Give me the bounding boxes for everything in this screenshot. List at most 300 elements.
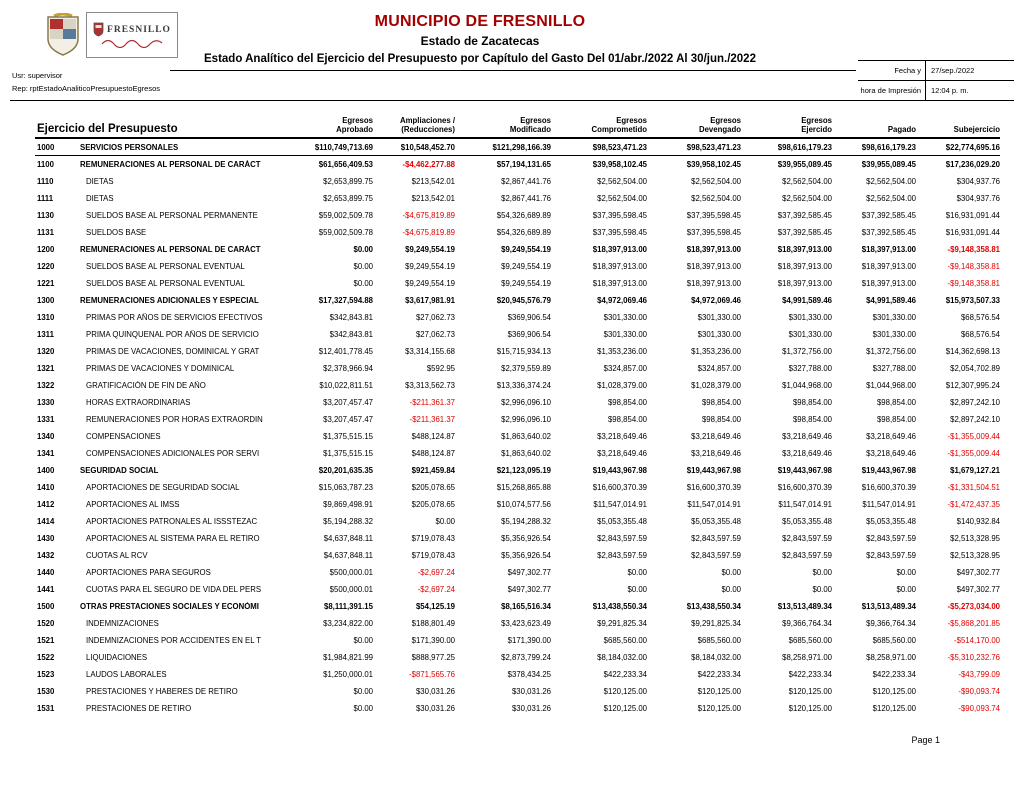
cell-pagado: $1,044,968.00 — [866, 381, 916, 390]
cell-devengado: $324,857.00 — [697, 364, 741, 373]
cell-pagado: $3,218,649.46 — [866, 432, 916, 441]
cell-modificado: $9,249,554.19 — [501, 262, 551, 271]
cell-comprometido: $5,053,355.48 — [597, 517, 647, 526]
table-row — [35, 207, 1000, 224]
cell-aprobado: $2,378,966.94 — [323, 364, 373, 373]
cell-subejercicio: -$9,148,358.81 — [947, 279, 1000, 288]
state-title: Estado de Zacatecas — [420, 34, 540, 48]
cell-ampliaciones: $9,249,554.19 — [405, 245, 455, 254]
print-datetime-box — [858, 60, 1014, 100]
cell-modificado: $2,867,441.76 — [501, 177, 551, 186]
cell-ampliaciones: $27,062.73 — [415, 330, 455, 339]
cell-modificado: $1,863,640.02 — [501, 449, 551, 458]
cell-ampliaciones: $921,459.84 — [411, 466, 455, 475]
cell-pagado: $327,788.00 — [872, 364, 916, 373]
row-code: 1320 — [37, 347, 55, 356]
cell-pagado: $0.00 — [896, 585, 916, 594]
cell-aprobado: $1,250,000.01 — [323, 670, 373, 679]
cell-pagado: $2,843,597.59 — [866, 551, 916, 560]
cell-devengado: $18,397,913.00 — [686, 262, 741, 271]
row-name: INDEMNIZACIONES — [86, 619, 159, 628]
row-name: APORTACIONES AL SISTEMA PARA EL RETIRO — [86, 534, 260, 543]
table-row — [35, 241, 1000, 258]
cell-devengado: $2,843,597.59 — [691, 534, 741, 543]
table-row — [35, 275, 1000, 292]
cell-pagado: $37,392,585.45 — [861, 211, 916, 220]
budget-table — [35, 101, 1000, 717]
row-code: 1310 — [37, 313, 55, 322]
cell-comprometido: $19,443,967.98 — [592, 466, 647, 475]
cell-devengado: $18,397,913.00 — [686, 279, 741, 288]
cell-ampliaciones: $719,078.43 — [411, 551, 455, 560]
cell-comprometido: $2,562,504.00 — [597, 177, 647, 186]
row-code: 1522 — [37, 653, 55, 662]
cell-ejercido: $13,513,489.34 — [777, 602, 832, 611]
cell-aprobado: $342,843.81 — [329, 330, 373, 339]
cell-ampliaciones: $188,801.49 — [411, 619, 455, 628]
table-row — [35, 428, 1000, 445]
cell-ampliaciones: $205,078.65 — [411, 500, 455, 509]
cell-comprometido: $98,854.00 — [607, 398, 647, 407]
cell-pagado: $301,330.00 — [872, 313, 916, 322]
cell-devengado: $1,028,379.00 — [691, 381, 741, 390]
row-name: COMPENSACIONES ADICIONALES POR SERVI — [86, 449, 260, 458]
row-code: 1400 — [37, 466, 55, 475]
table-body — [35, 139, 1000, 717]
cell-ejercido: $120,125.00 — [788, 704, 832, 713]
cell-aprobado: $20,201,635.35 — [318, 466, 373, 475]
cell-comprometido: $1,028,379.00 — [597, 381, 647, 390]
cell-devengado: $39,958,102.45 — [686, 160, 741, 169]
column-header-ampliaciones — [373, 116, 455, 135]
row-code: 1331 — [37, 415, 55, 424]
column-header-text: Ejercido — [801, 125, 832, 135]
cell-modificado: $171,390.00 — [507, 636, 551, 645]
cell-subejercicio: -$1,331,504.51 — [947, 483, 1000, 492]
cell-pagado: $8,258,971.00 — [866, 653, 916, 662]
row-name: PRIMAS POR AÑOS DE SERVICIOS EFECTIVOS — [86, 313, 263, 322]
cell-comprometido: $37,395,598.45 — [592, 211, 647, 220]
column-header-comprometido — [551, 116, 647, 135]
row-name: REMUNERACIONES ADICIONALES Y ESPECIAL — [80, 296, 259, 305]
cell-aprobado: $1,375,515.15 — [323, 449, 373, 458]
table-row — [35, 190, 1000, 207]
table-row — [35, 224, 1000, 241]
cell-ampliaciones: $213,542.01 — [411, 194, 455, 203]
column-header-text: Egresos — [710, 115, 741, 125]
column-header-text: Ampliaciones / — [399, 115, 455, 125]
column-header-devengado — [647, 116, 741, 135]
row-name: GRATIFICACIÓN DE FIN DE AÑO — [86, 381, 206, 390]
cell-subejercicio: -$1,355,009.44 — [947, 432, 1000, 441]
cell-ampliaciones: $592.95 — [426, 364, 455, 373]
cell-devengado: $8,184,032.00 — [691, 653, 741, 662]
cell-devengado: $1,353,236.00 — [691, 347, 741, 356]
cell-pagado: $4,991,589.46 — [866, 296, 916, 305]
table-row — [35, 496, 1000, 513]
row-code: 1131 — [37, 228, 54, 237]
title-block — [0, 13, 960, 65]
row-code: 1432 — [37, 551, 55, 560]
cell-modificado: $13,336,374.24 — [496, 381, 551, 390]
cell-aprobado: $3,207,457.47 — [323, 398, 373, 407]
cell-devengado: $18,397,913.00 — [686, 245, 741, 254]
cell-aprobado: $9,869,498.91 — [323, 500, 373, 509]
cell-modificado: $497,302.77 — [507, 585, 551, 594]
cell-aprobado: $12,401,778.45 — [318, 347, 373, 356]
cell-subejercicio: $68,576.54 — [960, 313, 1000, 322]
cell-ejercido: $18,397,913.00 — [777, 262, 832, 271]
column-header-subejercicio — [916, 125, 1000, 135]
column-header-text: Modificado — [509, 125, 551, 135]
cell-modificado: $5,356,926.54 — [501, 534, 551, 543]
time-label: hora de Impresión — [858, 81, 926, 100]
cell-modificado: $497,302.77 — [507, 568, 551, 577]
cell-subejercicio: $304,937.76 — [956, 177, 1000, 186]
row-name: PRESTACIONES Y HABERES DE RETIRO — [86, 687, 238, 696]
cell-ampliaciones: -$4,675,819.89 — [402, 211, 455, 220]
row-name: APORTACIONES PATRONALES AL ISSSTEZAC — [86, 517, 258, 526]
table-row — [35, 598, 1000, 615]
cell-ampliaciones: -$2,697.24 — [417, 568, 455, 577]
cell-comprometido: $18,397,913.00 — [592, 279, 647, 288]
row-code: 1521 — [37, 636, 55, 645]
cell-comprometido: $422,233.34 — [603, 670, 647, 679]
cell-devengado: $98,854.00 — [701, 415, 741, 424]
row-name: APORTACIONES PARA SEGUROS — [86, 568, 211, 577]
table-row — [35, 156, 1000, 173]
date-label: Fecha y — [858, 61, 926, 80]
cell-modificado: $54,326,689.89 — [496, 228, 551, 237]
cell-modificado: $8,165,516.34 — [501, 602, 551, 611]
cell-pagado: $16,600,370.39 — [861, 483, 916, 492]
cell-devengado: $37,395,598.45 — [686, 211, 741, 220]
table-row — [35, 462, 1000, 479]
cell-subejercicio: $16,931,091.44 — [945, 228, 1000, 237]
cell-subejercicio: $68,576.54 — [960, 330, 1000, 339]
cell-modificado: $15,268,865.88 — [496, 483, 551, 492]
table-row — [35, 173, 1000, 190]
cell-ampliaciones: -$211,361.37 — [409, 415, 455, 424]
cell-pagado: $422,233.34 — [872, 670, 916, 679]
cell-ejercido: $1,044,968.00 — [782, 381, 832, 390]
cell-ampliaciones: -$4,462,277.88 — [402, 160, 455, 169]
table-row — [35, 139, 1000, 156]
cell-comprometido: $98,854.00 — [607, 415, 647, 424]
cell-subejercicio: $2,513,328.95 — [950, 551, 1000, 560]
cell-ampliaciones: $488,124.87 — [411, 432, 455, 441]
cell-modificado: $369,906.54 — [507, 313, 551, 322]
cell-ejercido: $8,258,971.00 — [782, 653, 832, 662]
cell-ampliaciones: -$871,565.76 — [409, 670, 455, 679]
cell-aprobado: $15,063,787.23 — [318, 483, 373, 492]
cell-pagado: $18,397,913.00 — [861, 279, 916, 288]
cell-ampliaciones: $3,313,562.73 — [405, 381, 455, 390]
cell-subejercicio: $22,774,695.16 — [945, 142, 1000, 152]
row-code: 1220 — [37, 262, 55, 271]
cell-devengado: $13,438,550.34 — [686, 602, 741, 611]
row-name: DIETAS — [86, 194, 114, 203]
cell-devengado: $685,560.00 — [697, 636, 741, 645]
cell-comprometido: $98,523,471.23 — [592, 142, 647, 152]
row-name: REMUNERACIONES POR HORAS EXTRAORDIN — [86, 415, 263, 424]
cell-ampliaciones: $171,390.00 — [411, 636, 455, 645]
row-name: INDEMNIZACIONES POR ACCIDENTES EN EL T — [86, 636, 262, 645]
cell-devengado: $2,843,597.59 — [691, 551, 741, 560]
cell-subejercicio: $2,054,702.89 — [950, 364, 1000, 373]
cell-ejercido: $18,397,913.00 — [777, 245, 832, 254]
cell-pagado: $98,854.00 — [876, 415, 916, 424]
cell-aprobado: $4,637,848.11 — [323, 551, 373, 560]
cell-aprobado: $0.00 — [353, 279, 373, 288]
cell-devengado: $2,562,504.00 — [691, 177, 741, 186]
row-code: 1221 — [37, 279, 55, 288]
cell-ejercido: $422,233.34 — [788, 670, 832, 679]
cell-pagado: $2,562,504.00 — [866, 194, 916, 203]
cell-comprometido: $2,843,597.59 — [597, 534, 647, 543]
cell-modificado: $2,867,441.76 — [501, 194, 551, 203]
cell-subejercicio: $2,897,242.10 — [950, 398, 1000, 407]
table-row — [35, 360, 1000, 377]
cell-ejercido: $37,392,585.45 — [777, 211, 832, 220]
cell-devengado: $37,395,598.45 — [686, 228, 741, 237]
cell-modificado: $5,356,926.54 — [501, 551, 551, 560]
table-section-label: Ejercicio del Presupuesto — [37, 123, 178, 135]
cell-subejercicio: -$9,148,358.81 — [947, 245, 1000, 254]
cell-pagado: $2,562,504.00 — [866, 177, 916, 186]
cell-subejercicio: $304,937.76 — [956, 194, 1000, 203]
table-row — [35, 513, 1000, 530]
row-code: 1500 — [37, 602, 55, 611]
cell-aprobado: $500,000.01 — [329, 585, 373, 594]
column-header-pagado — [832, 125, 916, 135]
cell-devengado: $301,330.00 — [697, 330, 741, 339]
cell-subejercicio: -$514,170.00 — [954, 636, 1000, 645]
title-divider — [170, 70, 856, 71]
table-row — [35, 615, 1000, 632]
column-header-text: Egresos — [616, 115, 647, 125]
cell-ampliaciones: -$2,697.24 — [417, 585, 455, 594]
cell-ampliaciones: $30,031.26 — [415, 704, 455, 713]
cell-subejercicio: $17,236,029.20 — [945, 160, 1000, 169]
cell-pagado: $1,372,756.00 — [866, 347, 916, 356]
cell-comprometido: $3,218,649.46 — [597, 432, 647, 441]
column-header-modificado — [455, 116, 551, 135]
table-row — [35, 683, 1000, 700]
row-name: SUELDOS BASE — [86, 228, 147, 237]
cell-ejercido: $11,547,014.91 — [778, 500, 832, 509]
row-code: 1111 — [37, 194, 54, 203]
page-number: Page 1 — [911, 735, 940, 745]
column-header-text: Egresos — [520, 115, 551, 125]
cell-aprobado: $10,022,811.51 — [319, 381, 373, 390]
cell-aprobado: $1,984,821.99 — [323, 653, 373, 662]
row-code: 1322 — [37, 381, 55, 390]
column-header-text: Aprobado — [336, 125, 373, 135]
cell-comprometido: $685,560.00 — [603, 636, 647, 645]
cell-comprometido: $39,958,102.45 — [592, 160, 647, 169]
cell-modificado: $15,715,934.13 — [496, 347, 551, 356]
table-row — [35, 581, 1000, 598]
cell-pagado: $301,330.00 — [872, 330, 916, 339]
cell-comprometido: $18,397,913.00 — [592, 245, 647, 254]
cell-ejercido: $301,330.00 — [788, 330, 832, 339]
table-row — [35, 649, 1000, 666]
cell-aprobado: $0.00 — [353, 687, 373, 696]
row-name: SUELDOS BASE AL PERSONAL PERMANENTE — [86, 211, 258, 220]
cell-modificado: $2,873,799.24 — [501, 653, 551, 662]
cell-aprobado: $2,653,899.75 — [323, 194, 373, 203]
row-code: 1200 — [37, 245, 55, 254]
report-title: Estado Analítico del Ejercicio del Presupuesto por Capítulo del Gasto Del 01/abr./2022 Al 30/jun./2022 — [204, 53, 756, 65]
cell-comprometido: $301,330.00 — [603, 330, 647, 339]
cell-aprobado: $0.00 — [353, 636, 373, 645]
cell-devengado: $5,053,355.48 — [691, 517, 741, 526]
cell-aprobado: $3,234,822.00 — [323, 619, 373, 628]
cell-aprobado: $0.00 — [353, 245, 373, 254]
cell-subejercicio: $12,307,995.24 — [945, 381, 1000, 390]
cell-devengado: $98,854.00 — [701, 398, 741, 407]
row-name: REMUNERACIONES AL PERSONAL DE CARÁCT — [80, 160, 261, 169]
cell-pagado: $9,366,764.34 — [866, 619, 916, 628]
cell-pagado: $98,854.00 — [876, 398, 916, 407]
cell-subejercicio: -$90,093.74 — [958, 704, 1000, 713]
row-name: APORTACIONES AL IMSS — [86, 500, 180, 509]
row-name: PRIMAS DE VACACIONES Y DOMINICAL — [86, 364, 235, 373]
cell-modificado: $57,194,131.65 — [496, 160, 551, 169]
cell-aprobado: $3,207,457.47 — [323, 415, 373, 424]
cell-ampliaciones: $3,314,155.68 — [405, 347, 455, 356]
cell-devengado: $120,125.00 — [697, 687, 741, 696]
cell-comprometido: $1,353,236.00 — [597, 347, 647, 356]
table-row — [35, 530, 1000, 547]
cell-pagado: $0.00 — [896, 568, 916, 577]
cell-aprobado: $0.00 — [353, 704, 373, 713]
cell-aprobado: $2,653,899.75 — [323, 177, 373, 186]
cell-modificado: $1,863,640.02 — [501, 432, 551, 441]
table-row — [35, 309, 1000, 326]
row-code: 1300 — [37, 296, 55, 305]
cell-subejercicio: -$9,148,358.81 — [947, 262, 1000, 271]
row-name: HORAS EXTRAORDINARIAS — [86, 398, 191, 407]
cell-ejercido: $37,392,585.45 — [777, 228, 832, 237]
cell-comprometido: $324,857.00 — [603, 364, 647, 373]
cell-pagado: $18,397,913.00 — [861, 262, 916, 271]
cell-modificado: $9,249,554.19 — [501, 279, 551, 288]
cell-comprometido: $18,397,913.00 — [592, 262, 647, 271]
table-row — [35, 258, 1000, 275]
table-row — [35, 377, 1000, 394]
row-code: 1520 — [37, 619, 55, 628]
cell-devengado: $0.00 — [721, 585, 741, 594]
table-row — [35, 547, 1000, 564]
row-name: SUELDOS BASE AL PERSONAL EVENTUAL — [86, 279, 245, 288]
table-row — [35, 632, 1000, 649]
cell-subejercicio: $15,973,507.33 — [945, 296, 1000, 305]
cell-subejercicio: $140,932.84 — [956, 517, 1000, 526]
column-header-text: Devengado — [698, 125, 741, 135]
row-code: 1100 — [37, 160, 54, 169]
cell-devengado: $4,972,069.46 — [691, 296, 741, 305]
table-header — [35, 101, 1000, 139]
column-header-text: Pagado — [887, 125, 916, 135]
date-value: 27/sep./2022 — [931, 66, 975, 75]
row-code: 1530 — [37, 687, 55, 696]
cell-ejercido: $327,788.00 — [788, 364, 832, 373]
cell-subejercicio: -$5,868,201.85 — [947, 619, 1000, 628]
cell-comprometido: $3,218,649.46 — [597, 449, 647, 458]
cell-ejercido: $120,125.00 — [788, 687, 832, 696]
fresnillo-logo-text: FRESNILLO — [107, 24, 171, 35]
cell-aprobado: $61,656,409.53 — [318, 160, 373, 169]
cell-devengado: $16,600,370.39 — [686, 483, 741, 492]
cell-modificado: $3,423,623.49 — [501, 619, 551, 628]
cell-ejercido: $3,218,649.46 — [782, 449, 832, 458]
cell-ejercido: $0.00 — [812, 585, 832, 594]
cell-ampliaciones: -$211,361.37 — [409, 398, 455, 407]
cell-pagado: $13,513,489.34 — [861, 602, 916, 611]
cell-ejercido: $9,366,764.34 — [782, 619, 832, 628]
cell-ejercido: $39,955,089.45 — [777, 160, 832, 169]
cell-modificado: $20,945,576.79 — [496, 296, 551, 305]
table-row — [35, 292, 1000, 309]
cell-modificado: $369,906.54 — [507, 330, 551, 339]
cell-modificado: $21,123,095.19 — [496, 466, 551, 475]
cell-aprobado: $59,002,509.78 — [318, 228, 373, 237]
cell-aprobado: $5,194,288.32 — [323, 517, 373, 526]
cell-comprometido: $2,843,597.59 — [597, 551, 647, 560]
cell-pagado: $19,443,967.98 — [861, 466, 916, 475]
cell-ejercido: $2,562,504.00 — [782, 194, 832, 203]
table-row — [35, 479, 1000, 496]
cell-devengado: $301,330.00 — [697, 313, 741, 322]
cell-subejercicio: $497,302.77 — [956, 585, 1000, 594]
cell-comprometido: $13,438,550.34 — [592, 602, 647, 611]
cell-ejercido: $0.00 — [812, 568, 832, 577]
row-code: 1412 — [37, 500, 55, 509]
row-code: 1523 — [37, 670, 55, 679]
cell-aprobado: $0.00 — [353, 262, 373, 271]
row-code: 1441 — [37, 585, 55, 594]
row-name: CUOTAS PARA EL SEGURO DE VIDA DEL PERS — [86, 585, 262, 594]
row-name: SEGURIDAD SOCIAL — [80, 466, 159, 475]
cell-subejercicio: $1,679,127.21 — [950, 466, 1000, 475]
cell-ampliaciones: $30,031.26 — [415, 687, 455, 696]
cell-pagado: $685,560.00 — [872, 636, 916, 645]
cell-devengado: $120,125.00 — [697, 704, 741, 713]
cell-ejercido: $98,854.00 — [792, 398, 832, 407]
row-code: 1321 — [37, 364, 55, 373]
cell-subejercicio: $16,931,091.44 — [945, 211, 1000, 220]
cell-modificado: $121,298,166.39 — [492, 142, 551, 152]
cell-devengado: $3,218,649.46 — [691, 449, 741, 458]
row-name: SUELDOS BASE AL PERSONAL EVENTUAL — [86, 262, 245, 271]
cell-ampliaciones: $205,078.65 — [411, 483, 455, 492]
cell-aprobado: $59,002,509.78 — [318, 211, 373, 220]
cell-aprobado: $342,843.81 — [329, 313, 373, 322]
cell-pagado: $5,053,355.48 — [866, 517, 916, 526]
time-value: 12:04 p. m. — [931, 86, 969, 95]
row-name: SERVICIOS PERSONALES — [80, 142, 179, 152]
cell-subejercicio: -$5,310,232.76 — [947, 653, 1000, 662]
cell-devengado: $9,291,825.34 — [691, 619, 741, 628]
row-name: PRIMA QUINQUENAL POR AÑOS DE SERVICIO — [86, 330, 259, 339]
cell-modificado: $30,031.26 — [511, 687, 551, 696]
row-name: COMPENSACIONES — [86, 432, 161, 441]
cell-ampliaciones: $10,548,452.70 — [400, 142, 455, 152]
cell-subejercicio: -$1,472,437.35 — [947, 500, 1000, 509]
row-code: 1110 — [37, 177, 54, 186]
